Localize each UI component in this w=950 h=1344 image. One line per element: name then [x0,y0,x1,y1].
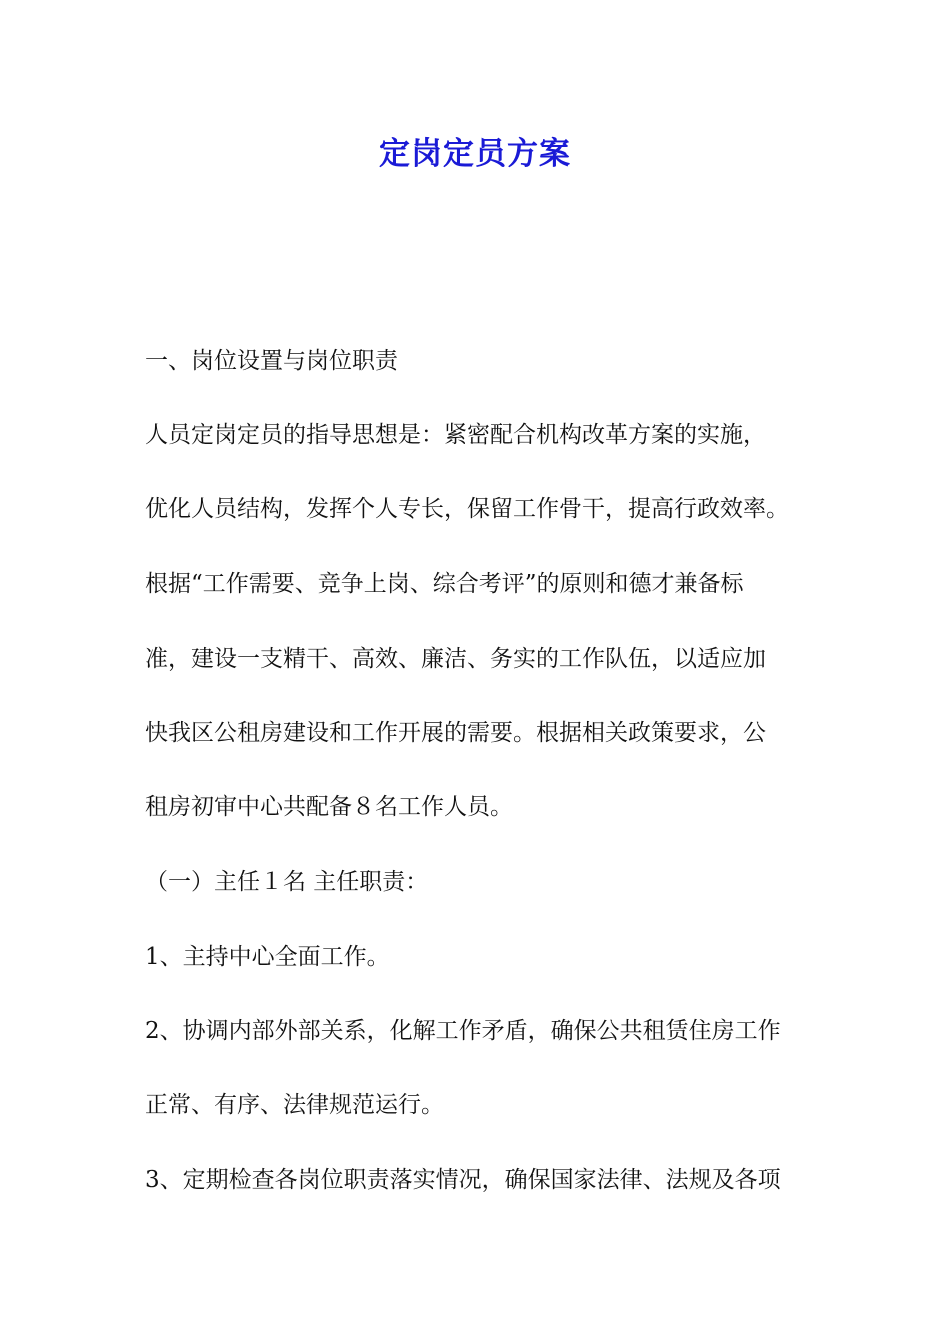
paragraph-line: 快我区公租房建设和工作开展的需要。根据相关政策要求，公 [145,720,766,746]
paragraph-line: 人员定岗定员的指导思想是：紧密配合机构改革方案的实施， [145,422,766,448]
list-item-continuation: 正常、有序、法律规范运行。 [145,1092,444,1118]
subsection-heading: （一）主任１名 主任职责： [145,869,429,895]
document-title: 定岗定员方案 [379,136,571,172]
list-item: 3、定期检查各岗位职责落实情况，确保国家法律、法规及各项 [145,1167,781,1193]
paragraph-line: 优化人员结构，发挥个人专长，保留工作骨干，提高行政效率。 [145,496,789,522]
section-heading-1: 一、岗位设置与岗位职责 [145,348,398,374]
paragraph-line: 租房初审中心共配备８名工作人员。 [145,794,513,820]
paragraph-line: 根据“工作需要、竞争上岗、综合考评”的原则和德才兼备标 [145,571,744,597]
list-item: 1、主持中心全面工作。 [145,944,390,970]
list-item: 2、协调内部外部关系，化解工作矛盾，确保公共租赁住房工作 [145,1018,781,1044]
paragraph-line: 准，建设一支精干、高效、廉洁、务实的工作队伍，以适应加 [145,646,766,672]
